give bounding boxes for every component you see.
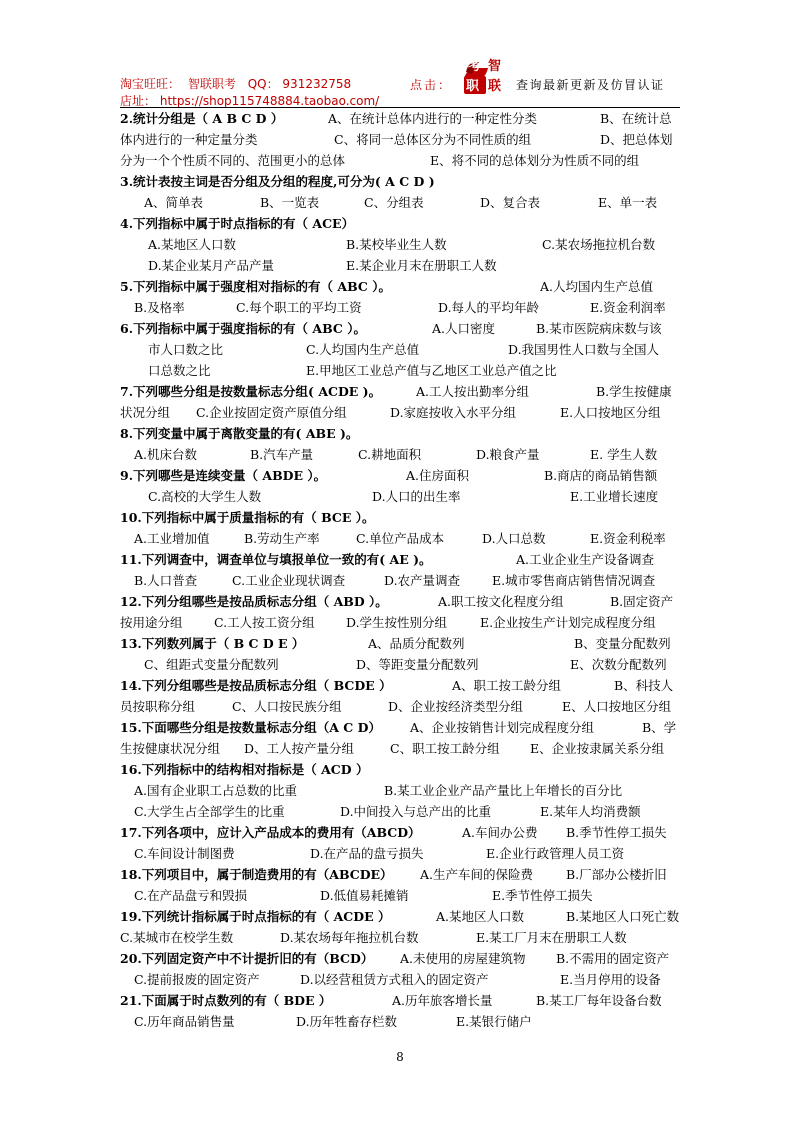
- question-stem: 4.下列指标中属于时点指标的有（ ACE）: [120, 216, 355, 231]
- answer-option: E.某银行储户: [456, 1014, 532, 1029]
- answer-option: A.人均国内生产总值: [540, 279, 654, 294]
- text-line: [120, 528, 680, 549]
- question-stem: 11.下列调查中，调查单位与填报单位一致的有( AE )。: [120, 552, 432, 567]
- answer-option: C、人口按民族分组: [232, 699, 342, 714]
- answer-option: E.当月停用的设备: [560, 972, 661, 987]
- answer-option: 分为一个个性质不同的、范围更小的总体: [120, 153, 346, 168]
- text-line: [120, 444, 680, 465]
- text-line: [120, 696, 680, 717]
- page-number: 8: [396, 1050, 404, 1064]
- answer-option: B.学生按健康: [596, 384, 672, 399]
- answer-option: A、职工按工龄分组: [452, 678, 562, 693]
- text-line: [120, 969, 680, 990]
- answer-option: A.人口密度: [432, 321, 496, 336]
- question-stem: 8.下列变量中属于离散变量的有( ABE )。: [120, 426, 359, 441]
- question-stem: 10.下列指标中属于质量指标的有（ BCE ）。: [120, 510, 375, 525]
- text-line: [120, 822, 680, 843]
- answer-option: A.工人按出勤率分组: [416, 384, 530, 399]
- answer-option: D、工人按产量分组: [244, 741, 355, 756]
- text-line: [120, 297, 680, 318]
- logo-char-1: 考: [468, 59, 482, 74]
- question-stem: 14.下列分组哪些是按品质标志分组（ BCDE ）: [120, 678, 392, 693]
- text-line: [120, 864, 680, 885]
- question-list: [120, 108, 680, 1032]
- question-stem: 13.下列数列属于（ B C D E ）: [120, 636, 305, 651]
- answer-option: B.固定资产: [610, 594, 674, 609]
- answer-option: A.未使用的房屋建筑物: [400, 951, 526, 966]
- answer-option: A.职工按文化程度分组: [438, 594, 564, 609]
- text-line: [120, 654, 680, 675]
- text-line: [120, 759, 680, 780]
- text-line: [120, 612, 680, 633]
- answer-option: E.季节性停工损失: [492, 888, 593, 903]
- text-line: [120, 675, 680, 696]
- answer-option: 口总数之比: [148, 363, 211, 378]
- answer-option: C.大学生占全部学生的比重: [134, 804, 285, 819]
- question-stem: 3.统计表按主词是否分组及分组的程度,可分为( A C D ): [120, 174, 435, 189]
- text-line: [120, 906, 680, 927]
- answer-option: B、一览表: [260, 195, 320, 210]
- text-line: [120, 108, 680, 129]
- answer-option: D.某农场每年拖拉机台数: [280, 930, 419, 945]
- contact-row: [120, 76, 379, 93]
- answer-option: A.某地区人口数: [148, 237, 237, 252]
- answer-option: D.人口总数: [482, 531, 546, 546]
- answer-option: E.资金利润率: [590, 300, 666, 315]
- answer-option: D.我国男性人口数与全国人: [508, 342, 660, 357]
- answer-option: B.某工业企业产品产量比上年增长的百分比: [384, 783, 623, 798]
- answer-option: E.城市零售商店销售情况调查: [492, 573, 656, 588]
- answer-option: E.企业按生产计划完成程度分组: [480, 615, 656, 630]
- answer-option: E、将不同的总体划分为性质不同的组: [430, 153, 640, 168]
- answer-option: B.某地区人口死亡数: [566, 909, 680, 924]
- answer-option: A.生产车间的保险费: [420, 867, 534, 882]
- answer-option: C.某农场拖拉机台数: [542, 237, 656, 252]
- logo-char-4: 联: [488, 79, 502, 94]
- answer-option: C.耕地面积: [358, 447, 422, 462]
- question-stem: 19.下列统计指标属于时点指标的有（ ACDE ）: [120, 909, 391, 924]
- answer-option: B.某市医院病床数与该: [536, 321, 662, 336]
- shop-label: 店址：: [120, 94, 157, 108]
- answer-option: B.某校毕业生人数: [346, 237, 447, 252]
- text-line: [120, 213, 680, 234]
- answer-option: E.人口按地区分组: [560, 405, 661, 420]
- answer-option: D.某企业某月产品产量: [148, 258, 275, 273]
- answer-option: 按用途分组: [120, 615, 183, 630]
- answer-option: E.资金利税率: [590, 531, 666, 546]
- wangwang-value: 智联职考: [187, 77, 236, 91]
- answer-option: 员按职称分组: [120, 699, 196, 714]
- answer-option: B.商店的商品销售额: [544, 468, 658, 483]
- answer-option: D、复合表: [480, 195, 541, 210]
- answer-option: 生按健康状况分组: [120, 741, 221, 756]
- text-line: [120, 843, 680, 864]
- text-line: [120, 465, 680, 486]
- answer-option: B.劳动生产率: [244, 531, 320, 546]
- answer-option: C、分组表: [364, 195, 424, 210]
- answer-option: E.甲地区工业总产值与乙地区工业总产值之比: [306, 363, 557, 378]
- verify-link-text[interactable]: 查询最新更新及仿冒认证: [516, 78, 665, 92]
- wangwang-label: 淘宝旺旺：: [120, 77, 181, 91]
- answer-option: D.农产量调查: [384, 573, 461, 588]
- answer-option: A.工业企业生产设备调查: [516, 552, 655, 567]
- text-line: [120, 1011, 680, 1032]
- question-stem: 21.下面属于时点数列的有（ BDE ）: [120, 993, 332, 1008]
- text-line: [120, 360, 680, 381]
- answer-option: D.在产品的盘亏损失: [310, 846, 424, 861]
- question-stem: 5.下列指标中属于强度相对指标的有（ ABC ）。: [120, 279, 391, 294]
- answer-option: C.单位产品成本: [356, 531, 445, 546]
- text-line: [120, 402, 680, 423]
- answer-option: B.及格率: [134, 300, 185, 315]
- question-stem: 17.下列各项中，应计入产品成本的费用有（ABCD）: [120, 825, 421, 840]
- text-line: [120, 129, 680, 150]
- answer-option: D.每人的平均年龄: [438, 300, 540, 315]
- answer-option: A、在统计总体内进行的一种定性分类: [328, 111, 538, 126]
- text-line: [120, 171, 680, 192]
- answer-option: C、将同一总体区分为不同性质的组: [334, 132, 532, 147]
- answer-option: C.人均国内生产总值: [306, 342, 420, 357]
- answer-option: 状况分组: [120, 405, 171, 420]
- text-line: [120, 738, 680, 759]
- answer-option: B、学: [642, 720, 677, 735]
- answer-option: A.国有企业职工占总数的比重: [134, 783, 298, 798]
- shop-link[interactable]: https://shop115748884.taobao.com/: [159, 94, 380, 108]
- logo-char-3: 职: [466, 79, 480, 94]
- answer-option: A、企业按销售计划完成程度分组: [410, 720, 595, 735]
- qq-label: QQ：: [247, 77, 279, 91]
- text-line: [120, 801, 680, 822]
- text-line: [120, 486, 680, 507]
- answer-option: B.人口普查: [134, 573, 198, 588]
- answer-option: D、把总体划: [600, 132, 673, 147]
- answer-option: E.工业增长速度: [570, 489, 659, 504]
- qq-value: 931232758: [282, 77, 352, 91]
- answer-option: B、在统计总: [600, 111, 672, 126]
- text-line: [120, 780, 680, 801]
- answer-option: D.学生按性别分组: [346, 615, 448, 630]
- answer-option: D、企业按经济类型分组: [388, 699, 524, 714]
- answer-option: C.车间设计制图费: [134, 846, 235, 861]
- answer-option: E.某工厂月末在册职工人数: [476, 930, 627, 945]
- answer-option: E. 学生人数: [590, 447, 658, 462]
- text-line: [120, 885, 680, 906]
- answer-option: A.车间办公费: [462, 825, 538, 840]
- answer-option: D.以经营租赁方式租入的固定资产: [300, 972, 489, 987]
- question-stem: 6.下列指标中属于强度指标的有（ ABC ）。: [120, 321, 366, 336]
- text-line: [120, 150, 680, 171]
- text-line: [120, 276, 680, 297]
- answer-option: B.某工厂每年设备台数: [536, 993, 662, 1008]
- shop-header: [120, 76, 379, 110]
- text-line: [120, 717, 680, 738]
- answer-option: C.企业按固定资产原值分组: [196, 405, 347, 420]
- answer-option: D.粮食产量: [476, 447, 540, 462]
- question-stem: 2.统计分组是（ A B C D ）: [120, 111, 284, 126]
- text-line: [120, 381, 680, 402]
- answer-option: A.工业增加值: [134, 531, 210, 546]
- answer-option: C.某城市在校学生数: [120, 930, 234, 945]
- text-line: [120, 423, 680, 444]
- text-line: [120, 591, 680, 612]
- text-line: [120, 549, 680, 570]
- question-stem: 18.下列项目中，属于制造费用的有（ABCDE）: [120, 867, 393, 882]
- answer-option: A.某地区人口数: [436, 909, 525, 924]
- logo-char-2: 智: [488, 59, 502, 74]
- answer-option: D.历年牲畜存栏数: [296, 1014, 398, 1029]
- answer-option: C.工人按工资分组: [214, 615, 315, 630]
- answer-option: D、等距变量分配数列: [356, 657, 479, 672]
- answer-option: A.住房面积: [406, 468, 470, 483]
- answer-option: 市人口数之比: [148, 342, 224, 357]
- text-line: [120, 234, 680, 255]
- text-line: [120, 948, 680, 969]
- text-line: [120, 339, 680, 360]
- answer-option: D.低值易耗摊销: [320, 888, 409, 903]
- answer-option: E、企业按隶属关系分组: [530, 741, 665, 756]
- question-stem: 15.下面哪些分组是按数量标志分组（A C D）: [120, 720, 381, 735]
- answer-option: C、组距式变量分配数列: [144, 657, 279, 672]
- answer-option: D.家庭按收入水平分组: [390, 405, 517, 420]
- answer-option: B.汽车产量: [250, 447, 314, 462]
- answer-option: A.历年旅客增长量: [392, 993, 493, 1008]
- answer-option: E.某企业月末在册职工人数: [346, 258, 497, 273]
- answer-option: C.在产品盘亏和毁损: [134, 888, 248, 903]
- answer-option: B、科技人: [614, 678, 674, 693]
- question-stem: 7.下列哪些分组是按数量标志分组( ACDE )。: [120, 384, 382, 399]
- answer-option: C、职工按工龄分组: [390, 741, 500, 756]
- answer-option: C.高校的大学生人数: [148, 489, 262, 504]
- answer-option: C.每个职工的平均工资: [236, 300, 362, 315]
- answer-option: B.不需用的固定资产: [556, 951, 670, 966]
- text-line: [120, 318, 680, 339]
- question-stem: 12.下列分组哪些是按品质标志分组（ ABD ）。: [120, 594, 388, 609]
- zhilian-logo-icon[interactable]: [462, 52, 508, 98]
- text-line: [120, 633, 680, 654]
- text-line: [120, 927, 680, 948]
- answer-option: A、简单表: [144, 195, 204, 210]
- answer-option: B.季节性停工损失: [566, 825, 667, 840]
- question-stem: 9.下列哪些是连续变量（ ABDE ）。: [120, 468, 327, 483]
- answer-option: E、人口按地区分组: [562, 699, 672, 714]
- answer-option: D.人口的出生率: [372, 489, 461, 504]
- question-stem: 16.下列指标中的结构相对指标是（ ACD ）: [120, 762, 369, 777]
- click-label: 点击：: [410, 78, 453, 92]
- text-line: [120, 255, 680, 276]
- answer-option: B、变量分配数列: [574, 636, 671, 651]
- text-line: [120, 570, 680, 591]
- answer-option: E.某年人均消费额: [540, 804, 641, 819]
- answer-option: B.厂部办公楼折旧: [566, 867, 667, 882]
- text-line: [120, 990, 680, 1011]
- text-line: [120, 507, 680, 528]
- text-line: [120, 192, 680, 213]
- answer-option: E、次数分配数列: [570, 657, 667, 672]
- answer-option: 体内进行的一种定量分类: [120, 132, 258, 147]
- answer-option: A、品质分配数列: [368, 636, 465, 651]
- answer-option: C.工业企业现状调查: [232, 573, 346, 588]
- answer-option: D.中间投入与总产出的比重: [340, 804, 492, 819]
- question-stem: 20.下列固定资产中不计提折旧的有（BCD）: [120, 951, 374, 966]
- answer-option: C.历年商品销售量: [134, 1014, 235, 1029]
- answer-option: E、单一表: [598, 195, 658, 210]
- answer-option: A.机床台数: [134, 447, 198, 462]
- answer-option: C.提前报废的固定资产: [134, 972, 260, 987]
- answer-option: E.企业行政管理人员工资: [486, 846, 625, 861]
